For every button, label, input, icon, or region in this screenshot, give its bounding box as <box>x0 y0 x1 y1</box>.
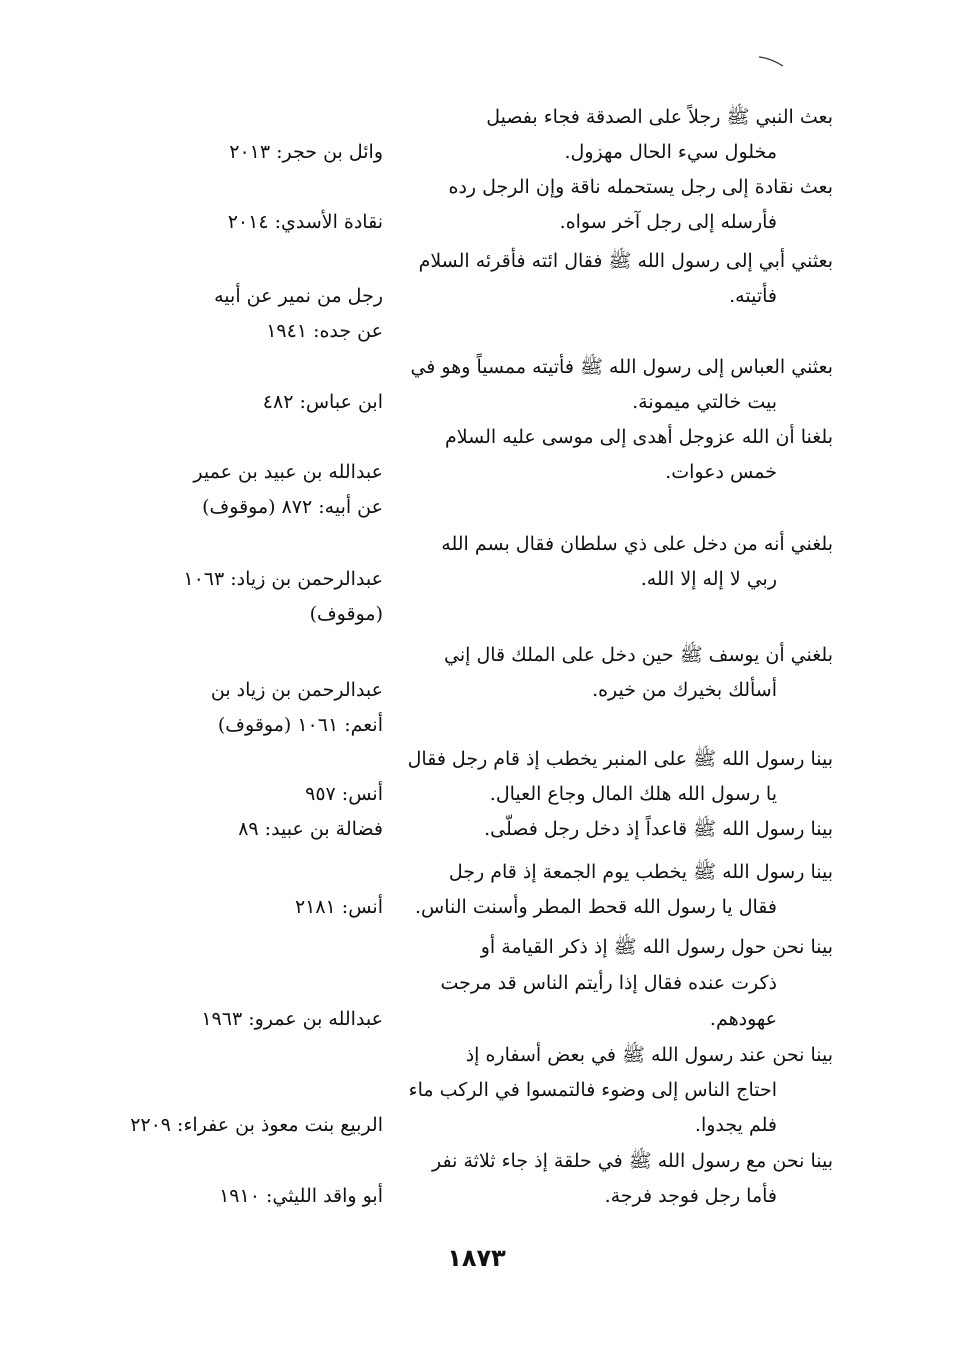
hadith-line: بعث النبي ﷺ رجلاً على الصدقة فجاء بفصيل <box>486 106 833 128</box>
hadith-line: بلغني أنه من دخل على ذي سلطان فقال بسم الله <box>441 533 833 555</box>
hadith-line: ذكرت عنده فقال إذا رأيتم الناس قد مرجت <box>440 972 777 994</box>
hadith-line: بعثني أبي إلى رسول الله ﷺ فقال ائته فأقرئه السلام <box>418 250 833 272</box>
hadith-line: احتاج الناس إلى وضوء فالتمسوا في الركب ماء <box>408 1079 777 1101</box>
narrator-source: نقادة الأسدي: ٢٠١٤ <box>227 211 383 233</box>
hadith-line: بعث نقادة إلى رجل يستحمله ناقة وإن الرجل رده <box>448 176 833 198</box>
narrator-source: فضالة بن عبيد: ٨٩ <box>238 818 383 840</box>
narrator-source: أنعم: ١٠٦١ (موقوف) <box>217 714 383 736</box>
narrator-source: عن أبيه: ٨٧٢ (موقوف) <box>202 496 383 518</box>
hadith-line: ربي لا إله إلا الله. <box>640 568 777 590</box>
hadith-line: بعثني العباس إلى رسول الله ﷺ فأتيته ممسياً وهو في <box>410 356 833 378</box>
hadith-line: بينا نحن حول رسول الله ﷺ إذ ذكر القيامة أو <box>480 936 833 958</box>
hadith-line: بلغنا أن الله عزوجل أهدى إلى موسى عليه السلام <box>445 426 833 448</box>
hadith-line: بلغني أن يوسف ﷺ حين دخل على الملك قال إني <box>444 644 833 666</box>
hadith-line: بيت خالتي ميمونة. <box>632 391 777 413</box>
narrator-source: عبدالرحمن بن زياد بن <box>210 679 383 701</box>
corner-mark <box>758 55 784 67</box>
narrator-source: عبدالرحمن بن زياد: ١٠٦٣ <box>183 568 383 590</box>
hadith-line: فقال يا رسول الله قحط المطر وأسنت الناس. <box>415 896 777 918</box>
narrator-source: أبو واقد الليثي: ١٩١٠ <box>219 1185 383 1207</box>
narrator-source: (موقوف) <box>309 603 383 625</box>
page-number: ١٨٧٣ <box>447 1244 506 1272</box>
narrator-source: عن جده: ١٩٤١ <box>266 320 383 342</box>
narrator-source: الربيع بنت معوذ بن عفراء: ٢٢٠٩ <box>130 1114 383 1136</box>
hadith-line: أسألك بخيرك من خيره. <box>592 679 777 701</box>
hadith-line: فأما رجل فوجد فرجة. <box>604 1185 777 1207</box>
hadith-line: فلم يجدوا. <box>694 1114 777 1136</box>
narrator-source: أنس: ٢١٨١ <box>294 896 383 918</box>
narrator-source: وائل بن حجر: ٢٠١٣ <box>229 141 383 163</box>
hadith-line: بينا نحن عند رسول الله ﷺ في بعض أسفاره إذ <box>465 1044 833 1066</box>
hadith-line: فأرسله إلى رجل آخر سواه. <box>559 211 777 233</box>
narrator-source: رجل من نمير عن أبيه <box>214 285 383 307</box>
hadith-line: فأتيته. <box>729 285 777 307</box>
narrator-source: أنس: ٩٥٧ <box>305 783 383 805</box>
hadith-line: يا رسول الله هلك المال وجاع العيال. <box>489 783 777 805</box>
narrator-source: عبدالله بن عبيد بن عمير <box>193 461 383 483</box>
narrator-source: ابن عباس: ٤٨٢ <box>262 391 383 413</box>
hadith-line: بينا رسول الله ﷺ على المنبر يخطب إذ قام رجل فقال <box>407 748 833 770</box>
narrator-source: عبدالله بن عمرو: ١٩٦٣ <box>201 1008 383 1030</box>
hadith-line: بينا رسول الله ﷺ يخطب يوم الجمعة إذ قام رجل <box>448 861 833 883</box>
hadith-line: عهودهم. <box>709 1008 777 1030</box>
hadith-line: خمس دعوات. <box>665 461 777 483</box>
hadith-line: بينا رسول الله ﷺ قاعداً إذ دخل رجل فصلّى. <box>484 818 833 840</box>
hadith-line: بينا نحن مع رسول الله ﷺ في حلقة إذ جاء ثلاثة نفر <box>432 1150 833 1172</box>
hadith-line: مخلول سيء الحال مهزول. <box>564 141 777 163</box>
